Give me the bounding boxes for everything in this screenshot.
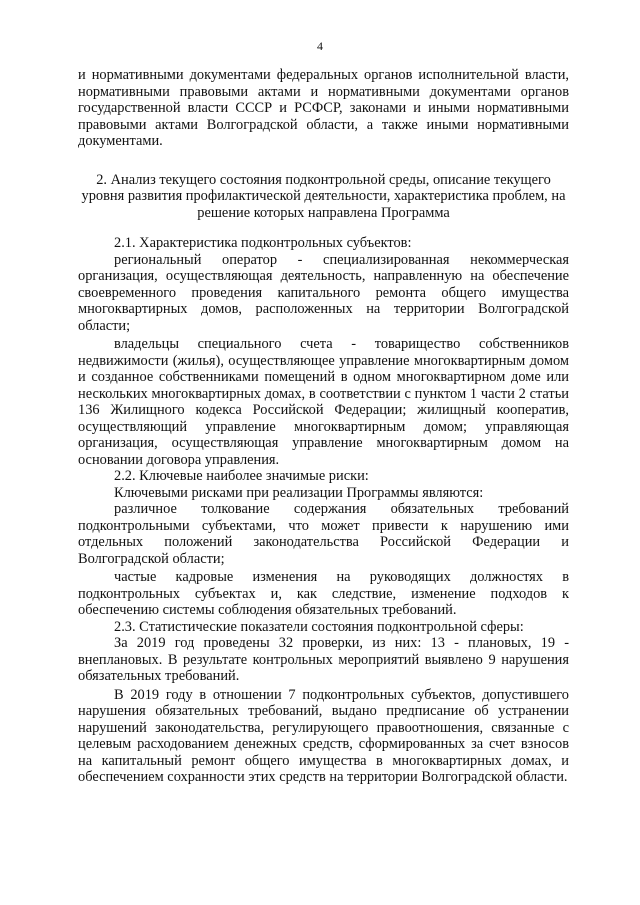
intro-paragraph: и нормативными документами федеральных органов исполнительной власти, нормативными правовыми актами и нормативными документами органов государственной власти СССР и РСФСР, законами и иными нормативными правовыми актами Волгоградской области, а также иными нормативными документами. bbox=[78, 67, 569, 149]
regional-operator-paragraph: региональный оператор - специализированная некоммерческая организация, осуществляющая деятельность, направленную на обеспечение своевременного проведения капитального ремонта общего имущества многоквартирных домов, расположенных на территории Волгоградской области; bbox=[78, 251, 569, 334]
key-risks-lead: Ключевыми рисками при реализации Программы являются: bbox=[114, 484, 484, 501]
risk-paragraph-1: различное толкование содержания обязательных требований подконтрольными субъектами, что может привести к нарушению ими отдельных положений законодательства Российской Федерации и Волгоградской области; bbox=[78, 501, 569, 567]
statistics-paragraph-1: За 2019 год проведены 32 проверки, из них: 13 - плановых, 19 - внеплановых. В результате контрольных мероприятий выявлено 9 нарушения обязательных требований. bbox=[78, 635, 569, 684]
subsection-2-3-title: 2.3. Статистические показатели состояния подконтрольной сферы: bbox=[114, 618, 524, 635]
section-heading: 2. Анализ текущего состояния подконтрольной среды, описание текущего уровня развития профилактической деятельности, характеристика проблем, на решение которых направлена Программа bbox=[81, 171, 566, 221]
subsection-2-2-title: 2.2. Ключевые наиболее значимые риски: bbox=[114, 468, 369, 484]
document-body bbox=[78, 67, 569, 786]
subsection-2-1-title: 2.1. Характеристика подконтрольных субъектов: bbox=[114, 235, 412, 251]
page-number: 4 bbox=[317, 39, 323, 53]
risk-paragraph-2: частые кадровые изменения на руководящих должностях в подконтрольных субъектах и, как следствие, изменение подходов к обеспечению системы соблюдения обязательных требований. bbox=[78, 569, 569, 618]
special-account-owners-paragraph: владельцы специального счета - товарищество собственников недвижимости (жилья), осуществляющее управление многоквартирным домом и созданное собственниками помещений в одном многоквартирном доме или нескольких многоквартирных домах, в соответствии с пунктом 1 части 2 статьи 136 Жилищного кодекса Российской Федерации; жилищный кооператив, осуществляющий управление многоквартирным домом; управляющая организация, осуществляющая управление многоквартирным домом на основании договора управления. bbox=[78, 336, 569, 468]
statistics-paragraph-2: В 2019 году в отношении 7 подконтрольных субъектов, допустившего нарушения обязательных требований, выдано предписание об устранении нарушений законодательства, регулирующего правоотношения, связанные с целевым расходованием денежных средств, сформированных за счет взносов на капитальный ремонт общего имущества в многоквартирных домах, и обеспечением сохранности этих средств на территории Волгоградской области. bbox=[78, 686, 569, 785]
